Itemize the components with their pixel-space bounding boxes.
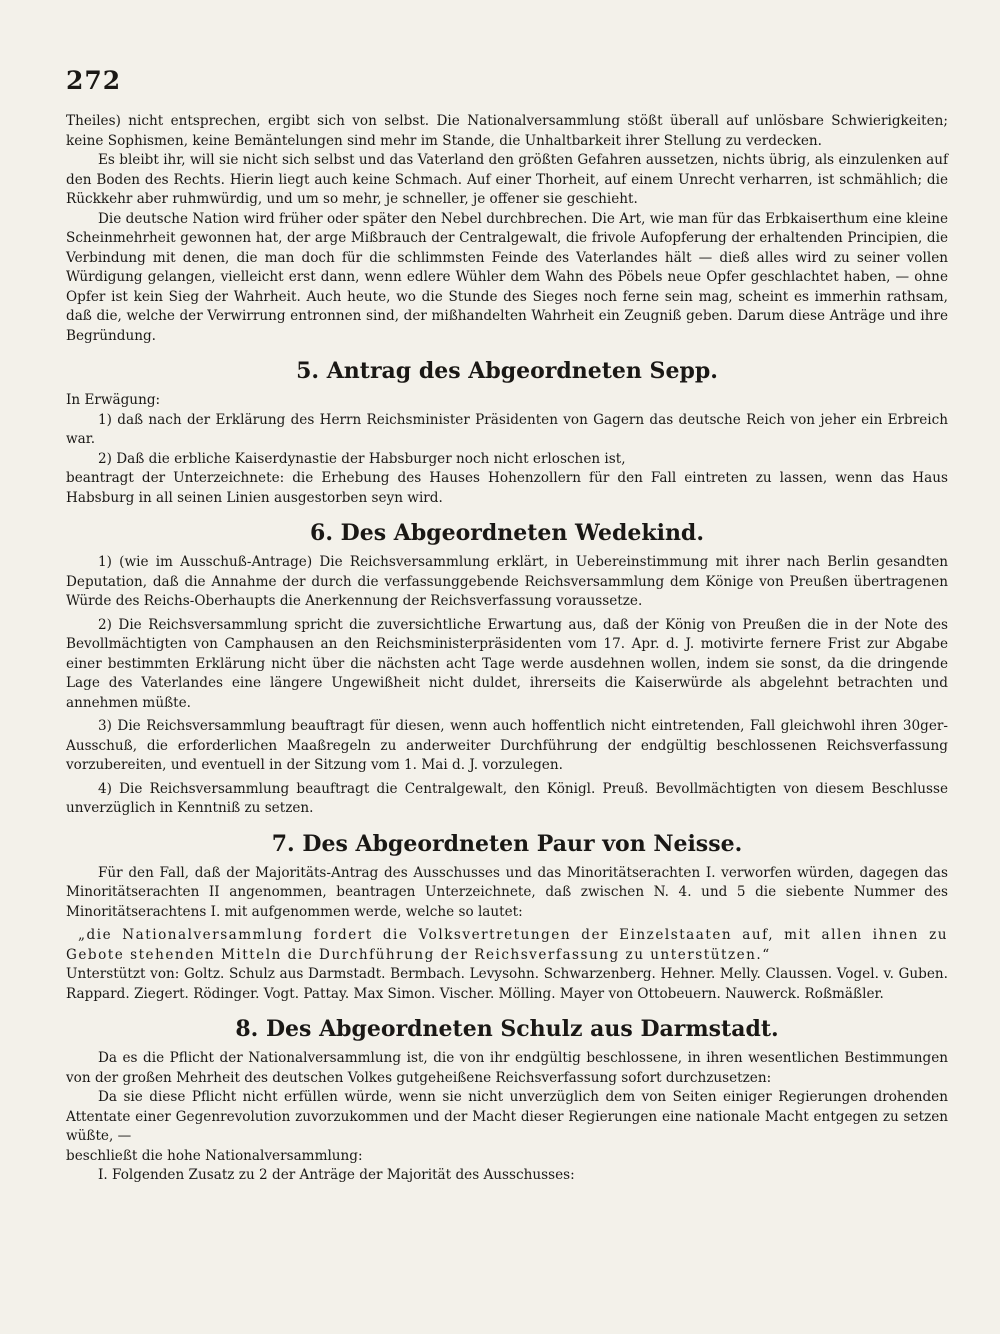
intro-paragraph: Es bleibt ihr, will sie nicht sich selbst und das Vaterland den größten Gefahren aussetzen, nichts übrig, als einzulenken auf den Boden des Rechts. Hierin liegt auch keine Schmach. Auf einer Thorheit, auf einem Unrecht verharren, ist schmählich; die Rückkehr aber ruhmwürdig, und um so mehr, je schneller, je offener sie geschieht. <box>66 152 948 207</box>
page-body <box>66 112 948 1186</box>
section-8-paragraph: I. Folgenden Zusatz zu 2 der Anträge der Majorität des Ausschusses: <box>98 1167 575 1183</box>
section-8-heading: 8. Des Abgeordneten Schulz aus Darmstadt. <box>235 1016 779 1042</box>
section-6-item: 1) (wie im Ausschuß-Antrage) Die Reichsversammlung erklärt, in Uebereinstimmung mit ihrer nach Berlin gesandten Deputation, daß die Annahme der durch die verfassunggebende Reichsversammlung dem Könige von Preußen übertragenen Würde des Reichs-Oberhaupts die Anerkennung der Reichsverfassung voraussetze. <box>66 554 948 609</box>
intro-paragraph: Die deutsche Nation wird früher oder später den Nebel durchbrechen. Die Art, wie man für das Erbkaiserthum eine kleine Scheinmehrheit gewonnen hat, der arge Mißbrauch der Centralgewalt, die frivole Aufopferung der erhaltenden Principien, die Verbindung mit denen, die man doch für die schlimmsten Feinde des Vaterlandes hält — dieß alles wird zu seiner vollen Würdigung gelangen, vielleicht erst dann, wenn edlere Wühler dem Wahn des Pöbels neue Opfer geschlachtet haben, — ohne Opfer ist kein Sieg der Wahrheit. Auch heute, wo die Stunde des Sieges noch ferne sein mag, scheint es immerhin rathsam, daß die, welche der Verwirrung entronnen sind, der mißhandelten Wahrheit ein Zeugniß geben. Darum diese Anträge und ihre Begründung. <box>66 210 948 344</box>
section-5-conclusion: beantragt der Unterzeichnete: die Erhebung des Hauses Hohenzollern für den Fall eintreten zu lassen, wenn das Haus Habsburg in all seinen Linien ausgestorben seyn wird. <box>66 470 948 506</box>
section-8-paragraph: beschließt die hohe Nationalversammlung: <box>66 1147 363 1164</box>
section-8-paragraph: Da es die Pflicht der Nationalversammlung ist, die von ihr endgültig beschlossene, in ihren wesentlichen Bestimmungen von der großen Mehrheit des deutschen Volkes gutgeheißene Reichsverfassung sofort durchzusetzen: <box>66 1050 948 1086</box>
section-6-item: 4) Die Reichsversammlung beauftragt die Centralgewalt, den Königl. Preuß. Bevollmächtigten von diesem Beschlusse unverzüglich in Kenntniß zu setzen. <box>66 780 948 816</box>
section-7-heading: 7. Des Abgeordneten Paur von Neisse. <box>271 830 743 857</box>
section-7-quote: „die Nationalversammlung fordert die Volksvertretungen der Einzelstaaten auf, mit allen ihnen zu Gebote stehenden Mitteln die Durchführung der Reichsverfassung zu unterstützen.“ <box>66 927 948 963</box>
section-5-heading: 5. Antrag des Abgeordneten Sepp. <box>296 358 718 384</box>
section-6-item: 2) Die Reichsversammlung spricht die zuversichtliche Erwartung aus, daß der König von Preußen die in der Note des Bevollmächtigten von Camphausen an den Reichsministerpräsidenten vom 17. Apr. d. J. motivirte fernere Frist zur Abgabe einer bestimmten Erklärung nicht über die nächsten acht Tage werde ausdehnen wollen, indem sie sonst, da die dringende Lage des Vaterlandes eine längere Ungewißheit nicht duldet, ihrerseits die Kaiserwürde als abgelehnt betrachten und annehmen müßte. <box>66 616 948 711</box>
section-5-item: 2) Daß die erbliche Kaiserdynastie der Habsburger noch nicht erloschen ist, <box>98 450 626 467</box>
section-7-paragraph: Für den Fall, daß der Majoritäts-Antrag des Ausschusses und das Minoritätserachten I. verworfen würden, dagegen das Minoritätserachten II angenommen, beantragen Unterzeichnete, daß zwischen N. 4. und 5 die siebente Nummer des Minoritätserachtens I. mit aufgenommen werde, welche so lautet: <box>66 864 948 920</box>
section-7-supporters: Unterstützt von: Goltz. Schulz aus Darmstadt. Bermbach. Levysohn. Schwarzenberg. Hehner. Melly. Claussen. Vogel. v. Guben. Rappard. Ziegert. Rödinger. Vogt. Pattay. Max Simon. Vischer. Mölling. Mayer von Ottobeuern. Nauwerck. Roßmäßler. <box>66 966 948 1002</box>
section-6-item: 3) Die Reichsversammlung beauftragt für diesen, wenn auch hoffentlich nicht eintretenden, Fall gleichwohl ihren 30ger-Ausschuß, die erforderlichen Maaßregeln zu anderweiter Durchführung der endgültig beschlossenen Reichsverfassung vorzubereiten, und eventuell in der Sitzung vom 1. Mai d. J. vorzulegen. <box>66 718 948 773</box>
section-6-heading: 6. Des Abgeordneten Wedekind. <box>310 520 704 546</box>
section-5-intro: In Erwägung: <box>66 392 161 408</box>
intro-paragraph: Theiles) nicht entsprechen, ergibt sich von selbst. Die Nationalversammlung stößt überall auf unlösbare Schwierigkeiten; keine Sophismen, keine Bemäntelungen sind mehr im Stande, die Unhaltbarkeit ihrer Stellung zu verdecken. <box>66 113 948 149</box>
page-number: 272 <box>66 66 122 95</box>
section-5-item: 1) daß nach der Erklärung des Herrn Reichsminister Präsidenten von Gagern das deutsche Reich von jeher ein Erbreich war. <box>66 411 948 447</box>
section-8-paragraph: Da sie diese Pflicht nicht erfüllen würde, wenn sie nicht unverzüglich dem von Seiten einiger Regierungen drohenden Attentate einer Gegenrevolution zuvorzukommen und der Macht dieser Regierungen eine nationale Macht entgegen zu setzen wüßte, — <box>66 1089 948 1144</box>
